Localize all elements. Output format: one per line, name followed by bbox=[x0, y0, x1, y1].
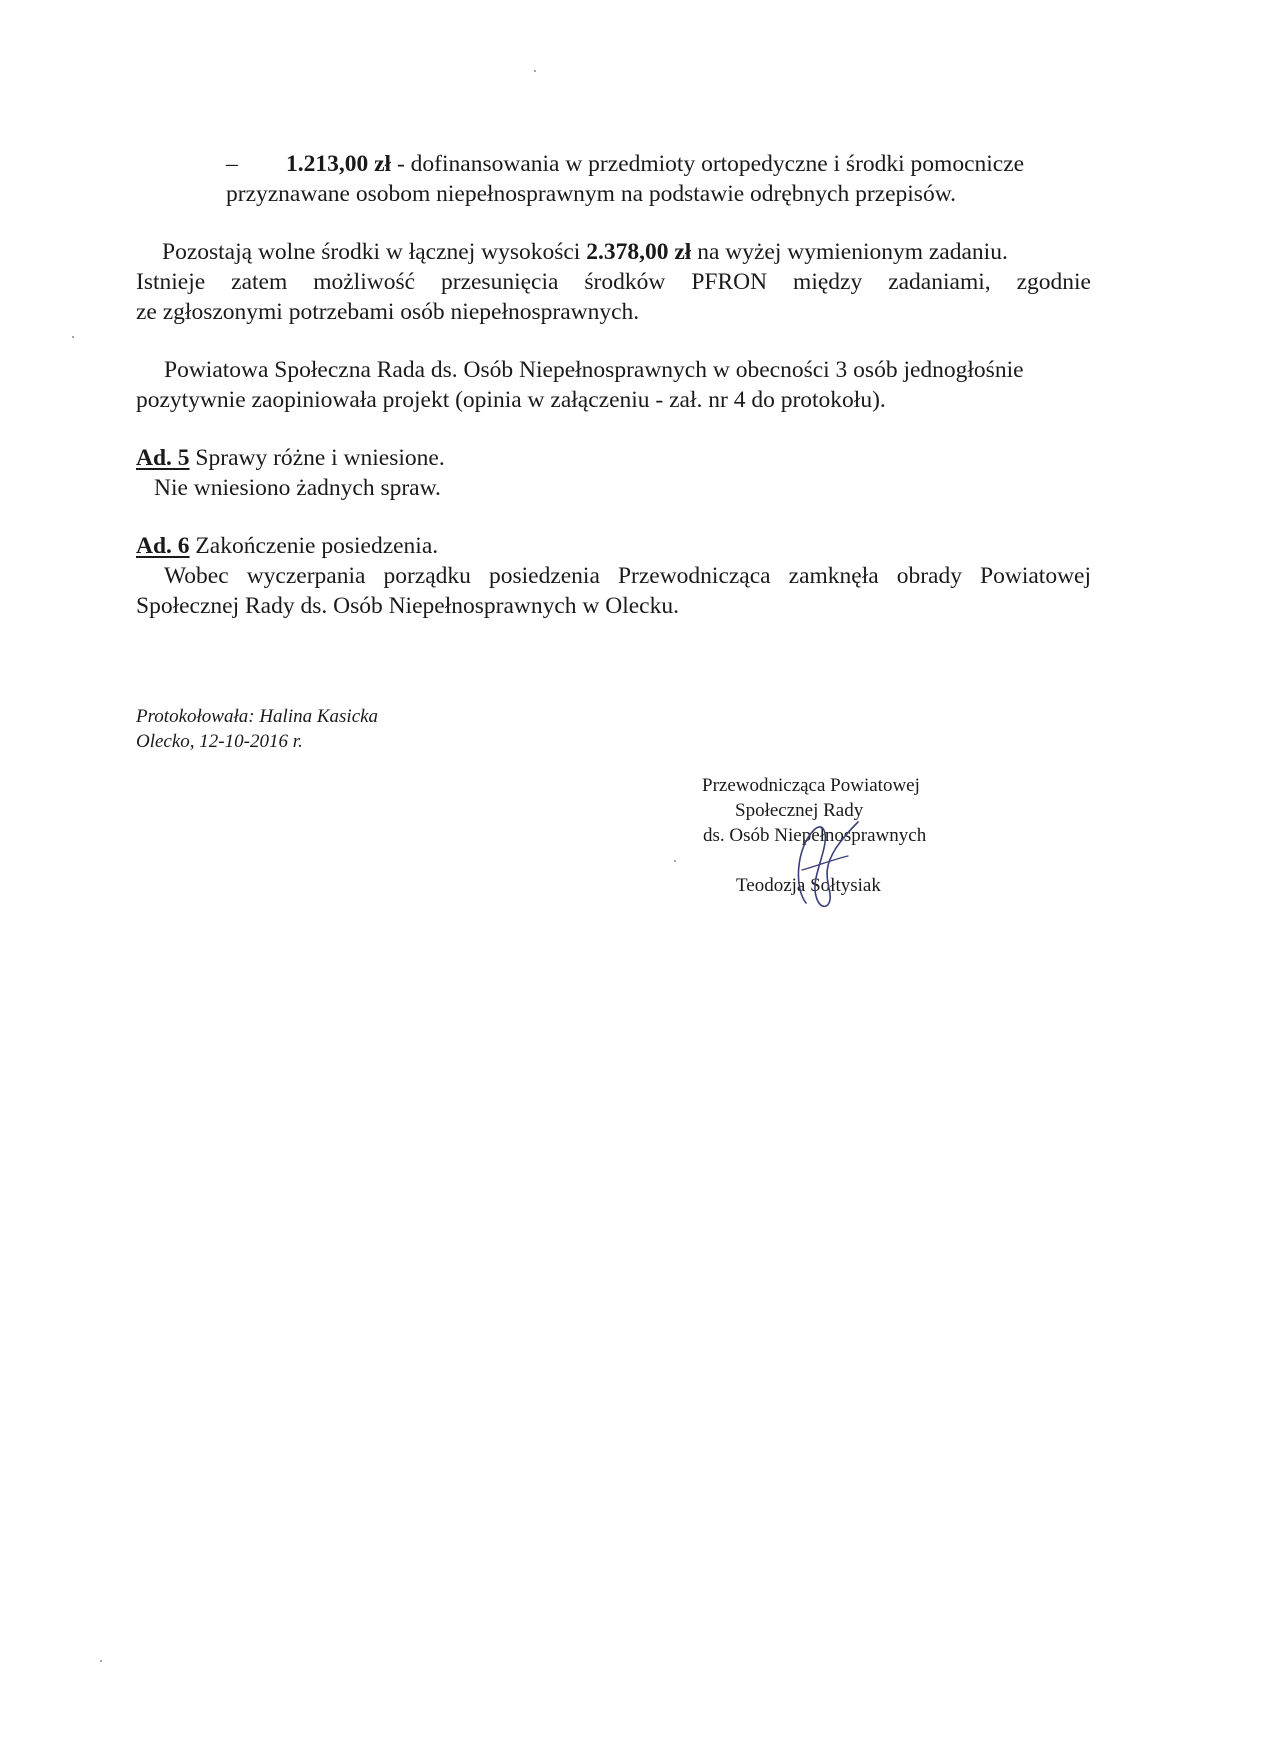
place-date: Olecko, 12-10-2016 r. bbox=[136, 731, 303, 752]
ad5-title: Sprawy różne i wniesione. bbox=[189, 445, 445, 471]
bullet-dash: – bbox=[226, 151, 238, 177]
signature-stroke bbox=[798, 822, 858, 906]
scan-speck bbox=[674, 860, 676, 862]
signatory-name: Teodozja Sołtysiak bbox=[736, 875, 881, 896]
scan-speck bbox=[100, 1660, 102, 1662]
ad5-body: Nie wniesiono żadnych spraw. bbox=[154, 475, 441, 501]
para1-text-after: na wyżej wymienionym zadaniu. bbox=[691, 239, 1008, 265]
signature-title-3: ds. Osób Niepełnosprawnych bbox=[703, 825, 927, 846]
ad5-heading bbox=[136, 442, 445, 475]
para1-line-3: ze zgłoszonymi potrzebami osób niepełnosprawnych. bbox=[136, 299, 640, 325]
para1-line-1 bbox=[162, 236, 1008, 269]
signature-stroke-2 bbox=[802, 856, 848, 870]
para1-text-before: Pozostają wolne środki w łącznej wysokości bbox=[162, 239, 587, 265]
signature-title-1: Przewodnicząca Powiatowej bbox=[702, 775, 920, 796]
signature-title-2: Społecznej Rady bbox=[735, 800, 864, 821]
bullet-text-1: - dofinansowania w przedmioty ortopedyczne i środki pomocnicze bbox=[391, 151, 1025, 177]
ad5-label: Ad. 5 bbox=[136, 445, 190, 471]
para2-line-2: pozytywnie zaopiniowała projekt (opinia w załączeniu - zał. nr 4 do protokołu). bbox=[136, 387, 886, 413]
handwritten-signature bbox=[776, 808, 866, 928]
protocol-author: Protokołowała: Halina Kasicka bbox=[136, 706, 379, 727]
ad6-line-1: Wobec wyczerpania porządku posiedzenia Przewodnicząca zamknęła obrady Powiatowej bbox=[164, 563, 1091, 589]
bullet-line-1-text bbox=[286, 148, 1024, 181]
bullet-amount: 1.213,00 zł bbox=[286, 151, 392, 177]
para1-line-2: Istnieje zatem możliwość przesunięcia środków PFRON między zadaniami, zgodnie bbox=[136, 269, 1091, 295]
para1-amount: 2.378,00 zł bbox=[586, 239, 692, 265]
ad6-label: Ad. 6 bbox=[136, 533, 190, 559]
scan-speck bbox=[534, 70, 536, 72]
bullet-line-2: przyznawane osobom niepełnosprawnym na podstawie odrębnych przepisów. bbox=[226, 181, 957, 207]
bullet-line-1 bbox=[226, 148, 238, 181]
ad6-heading bbox=[136, 530, 438, 563]
scan-speck bbox=[72, 336, 74, 338]
ad6-title: Zakończenie posiedzenia. bbox=[189, 533, 439, 559]
ad6-line-2: Społecznej Rady ds. Osób Niepełnosprawnych w Olecku. bbox=[136, 593, 679, 619]
para2-line-1: Powiatowa Społeczna Rada ds. Osób Niepełnosprawnych w obecności 3 osób jednogłośnie bbox=[164, 357, 1024, 383]
